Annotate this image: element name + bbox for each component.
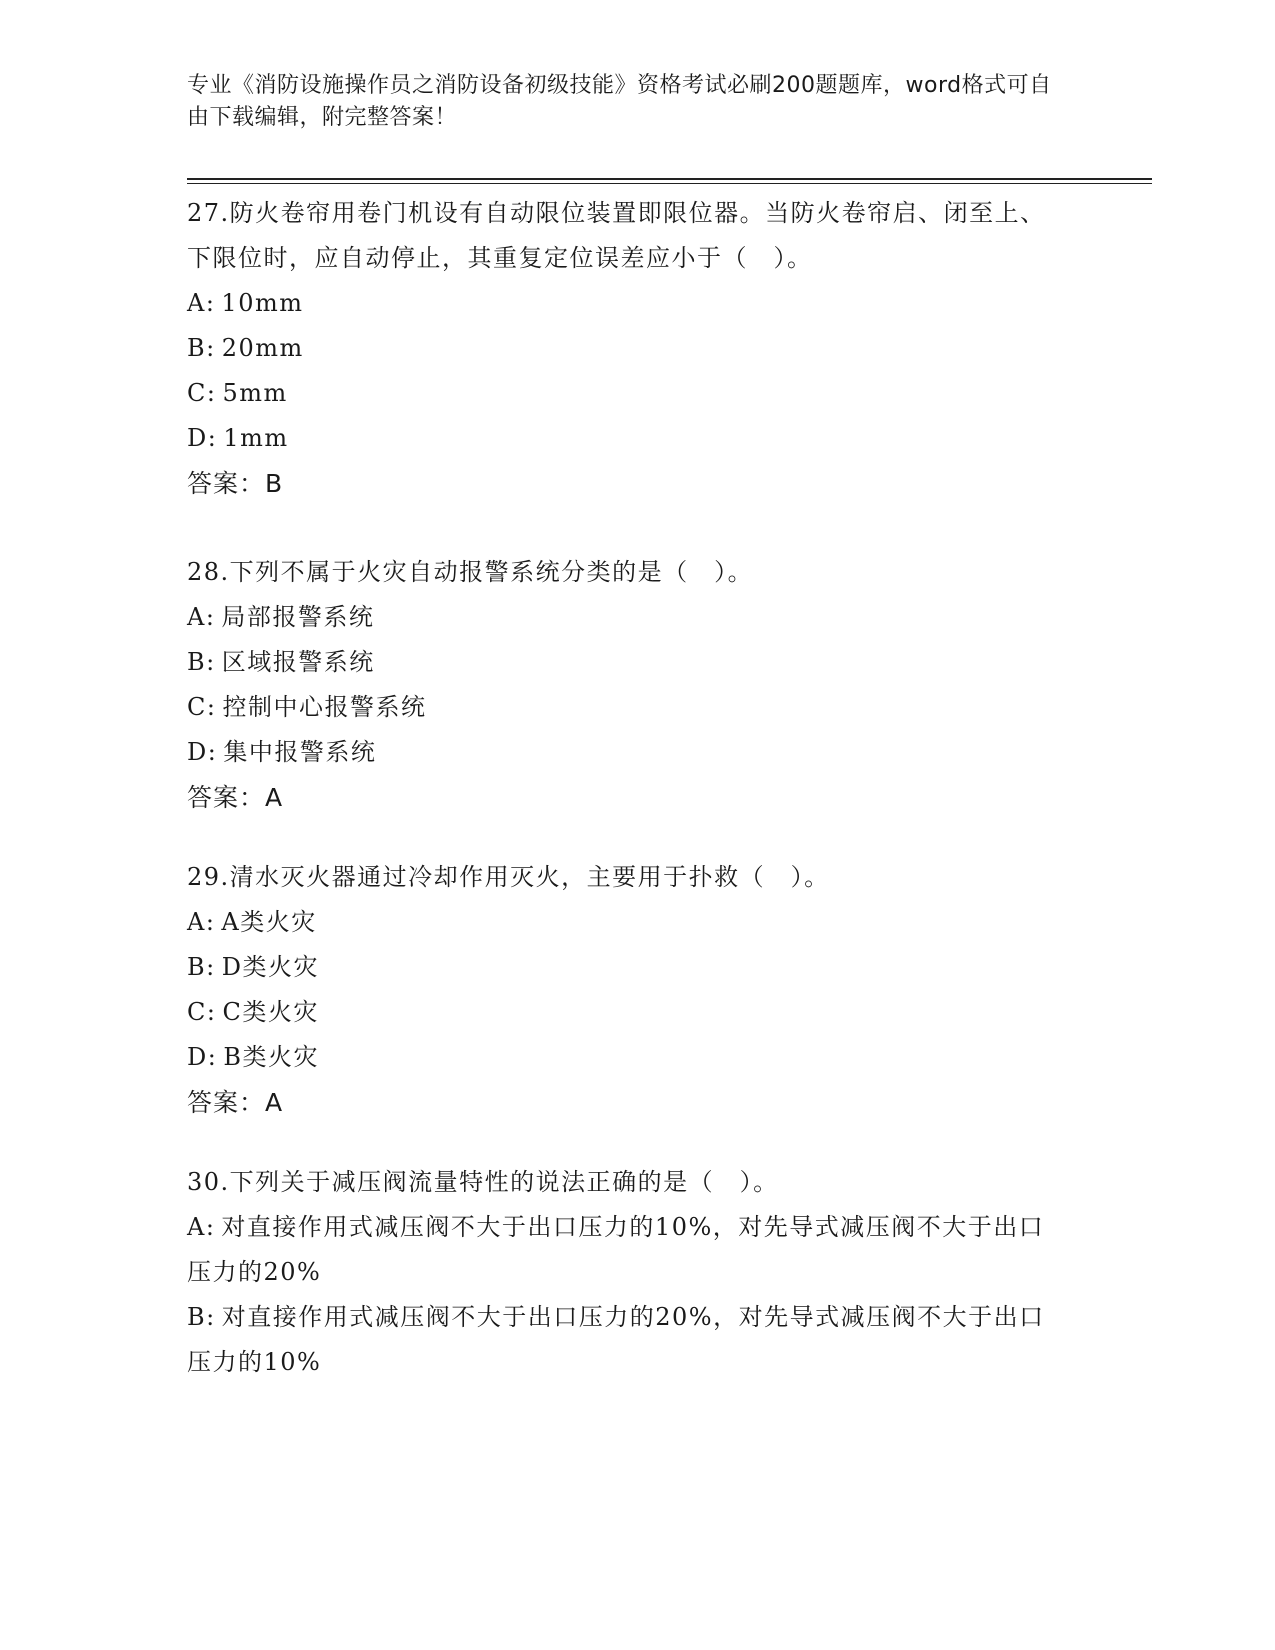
question-30 bbox=[187, 1160, 1067, 1385]
option-text: 对直接作用式减压阀不大于出口压力的10%，对先导式减压阀不大于出口压力的20% bbox=[187, 1213, 1045, 1286]
option-text: D类火灾 bbox=[221, 953, 319, 981]
question-29 bbox=[187, 855, 1067, 1125]
option-d bbox=[187, 730, 1067, 775]
option-key: D: bbox=[187, 738, 218, 766]
option-b bbox=[187, 640, 1067, 685]
option-text: C类火灾 bbox=[222, 998, 319, 1026]
option-key: B: bbox=[187, 1303, 216, 1331]
answer-label: 答案：A bbox=[187, 1088, 284, 1117]
option-text: B类火灾 bbox=[223, 1043, 319, 1071]
option-key: B: bbox=[187, 334, 216, 362]
question-stem: 29.清水灭火器通过冷却作用灭火，主要用于扑救（ ）。 bbox=[187, 863, 830, 891]
option-key: D: bbox=[187, 424, 218, 452]
option-a bbox=[187, 1205, 1067, 1295]
option-text: 集中报警系统 bbox=[223, 738, 377, 766]
option-text: 20mm bbox=[221, 334, 304, 362]
option-key: C: bbox=[187, 998, 217, 1026]
option-a bbox=[187, 900, 1067, 945]
option-d bbox=[187, 416, 1067, 461]
answer-label: 答案：A bbox=[187, 783, 284, 812]
answer-label: 答案：B bbox=[187, 469, 284, 498]
option-text: 5mm bbox=[222, 379, 288, 407]
option-text: 10mm bbox=[221, 289, 304, 317]
option-c bbox=[187, 371, 1067, 416]
option-key: A: bbox=[187, 908, 216, 936]
option-c bbox=[187, 685, 1067, 730]
option-text: 局部报警系统 bbox=[221, 603, 375, 631]
question-stem: 30.下列关于减压阀流量特性的说法正确的是（ ）。 bbox=[187, 1168, 779, 1196]
question-27 bbox=[187, 191, 1067, 506]
option-text: 区域报警系统 bbox=[221, 648, 375, 676]
option-a bbox=[187, 595, 1067, 640]
option-key: A: bbox=[187, 603, 216, 631]
option-d bbox=[187, 1035, 1067, 1080]
header-divider-thin bbox=[187, 183, 1152, 184]
option-key: B: bbox=[187, 648, 216, 676]
option-b bbox=[187, 326, 1067, 371]
option-text: 对直接作用式减压阀不大于出口压力的20%，对先导式减压阀不大于出口压力的10% bbox=[187, 1303, 1045, 1376]
option-b bbox=[187, 1295, 1067, 1385]
question-stem: 28.下列不属于火灾自动报警系统分类的是（ ）。 bbox=[187, 558, 754, 586]
option-key: A: bbox=[187, 289, 216, 317]
option-a bbox=[187, 281, 1067, 326]
option-key: A: bbox=[187, 1213, 216, 1241]
option-key: C: bbox=[187, 693, 217, 721]
question-28 bbox=[187, 550, 1067, 820]
header-divider-thick bbox=[187, 178, 1152, 180]
option-text: 控制中心报警系统 bbox=[222, 693, 427, 721]
option-key: D: bbox=[187, 1043, 218, 1071]
option-text: A类火灾 bbox=[221, 908, 317, 936]
option-key: B: bbox=[187, 953, 216, 981]
option-b bbox=[187, 945, 1067, 990]
option-text: 1mm bbox=[223, 424, 289, 452]
option-key: C: bbox=[187, 379, 217, 407]
question-stem: 27.防火卷帘用卷门机设有自动限位装置即限位器。当防火卷帘启、闭至上、下限位时，应自动停止，其重复定位误差应小于（ ）。 bbox=[187, 199, 1046, 272]
option-c bbox=[187, 990, 1067, 1035]
document-header: 专业《消防设施操作员之消防设备初级技能》资格考试必刷200题题库，word格式可自由下载编辑，附完整答案！ bbox=[187, 73, 1052, 130]
